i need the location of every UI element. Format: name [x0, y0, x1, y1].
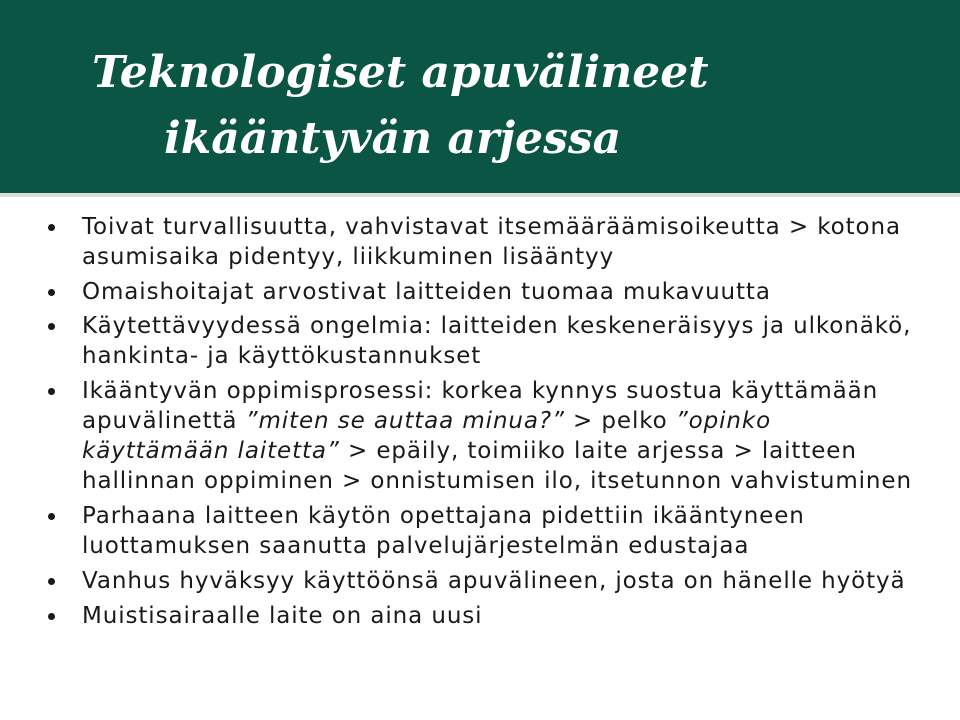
bullet-quote: ”miten se auttaa minua?”: [245, 408, 565, 434]
bullet-item: [0, 277, 920, 307]
bullet-text-part: Ikääntyvän oppimisprosessi: korkea kynnys suostua käyttämään apuvälinettä: [82, 378, 879, 434]
banner-divider: [0, 193, 960, 197]
bullet-item: [0, 566, 920, 596]
bullet-text-part: > pelko: [564, 408, 676, 434]
bullet-text: Muistisairaalle laite on aina uusi: [82, 603, 483, 629]
bullet-dot-icon: [48, 578, 55, 585]
bullet-dot-icon: [48, 613, 55, 620]
bullet-item: [0, 501, 920, 561]
bullet-item: [0, 311, 920, 371]
bullet-item: [0, 376, 920, 496]
bullet-dot-icon: [48, 388, 55, 395]
bullet-item: [0, 212, 920, 272]
bullet-text-part: > epäily, toimiiko laite arjessa > laitteen hallinnan oppiminen > onnistumisen ilo, itsetunnon vahvistuminen: [82, 438, 912, 494]
bullet-text: Käytettävyydessä ongelmia: laitteiden keskeneräisyys ja ulkonäkö, hankinta- ja käyttökustannukset: [82, 313, 912, 369]
bullet-list: [0, 212, 920, 635]
title-line-2: ikääntyvän arjessa: [164, 113, 622, 164]
bullet-dot-icon: [48, 513, 55, 520]
bullet-dot-icon: [48, 224, 55, 231]
bullet-text: Parhaana laitteen käytön opettajana pidettiin ikääntyneen luottamuksen saanutta palvelujärjestelmän edustajaa: [82, 503, 805, 559]
bullet-text: Vanhus hyväksyy käyttöönsä apuvälineen, josta on hänelle hyötyä: [82, 568, 906, 594]
bullet-text: Omaishoitajat arvostivat laitteiden tuomaa mukavuutta: [82, 279, 771, 305]
slide-title: [0, 40, 820, 172]
bullet-dot-icon: [48, 323, 55, 330]
bullet-quote: ”opinko käyttämään laitetta”: [82, 408, 772, 464]
bullet-dot-icon: [48, 289, 55, 296]
title-line-1: Teknologiset apuvälineet: [92, 47, 709, 98]
bullet-item: [0, 601, 920, 631]
title-banner: [0, 0, 960, 193]
bullet-text: Toivat turvallisuutta, vahvistavat itsemääräämisoikeutta > kotona asumisaika pidentyy, liikkuminen lisääntyy: [82, 214, 901, 270]
